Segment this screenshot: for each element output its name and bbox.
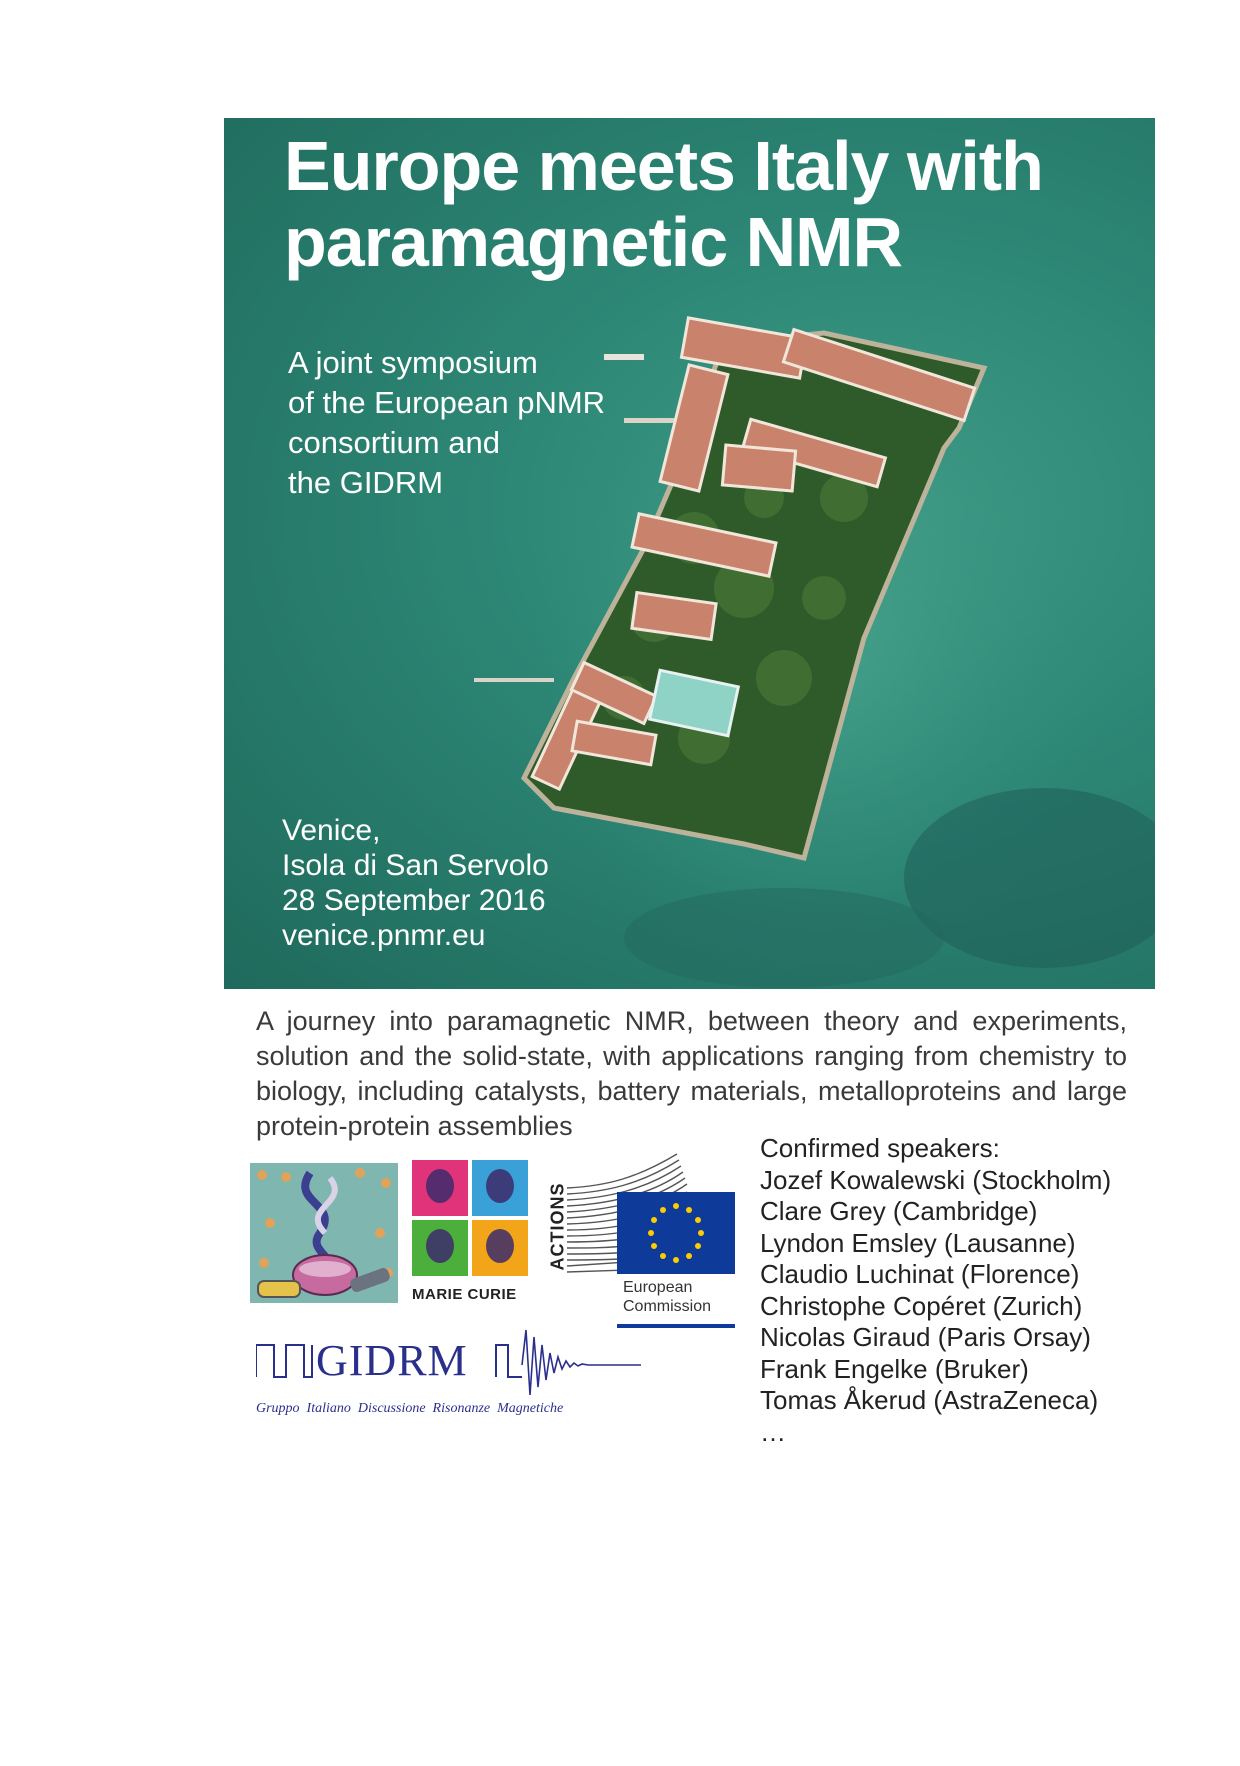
event-venue-date <box>282 813 549 953</box>
speaker-item: Frank Engelke (Bruker) <box>760 1353 1029 1384</box>
subtitle-line: the GIDRM <box>288 465 444 500</box>
marie-curie-label: MARIE CURIE <box>412 1286 517 1303</box>
venue-city: Venice, <box>282 814 381 847</box>
subtitle-line: consortium and <box>288 425 500 460</box>
poster-title <box>284 128 1144 280</box>
gidrm-logo <box>256 1325 641 1435</box>
actions-label: ACTIONS <box>547 1182 568 1271</box>
gidrm-tagline: Gruppo Italiano Discussione Risonanze Magnetiche <box>256 1401 564 1416</box>
poster-subtitle <box>288 343 605 503</box>
speaker-item: Lyndon Emsley (Lausanne) <box>760 1227 1076 1258</box>
poster-title-line-2: paramagnetic NMR <box>284 203 903 281</box>
speaker-item: Claudio Luchinat (Florence) <box>760 1259 1080 1289</box>
speakers-section <box>760 1133 1160 1448</box>
event-date: 28 September 2016 <box>282 884 546 917</box>
ec-label-line-2: Commission <box>623 1298 712 1315</box>
subtitle-line: A joint symposium <box>288 345 538 380</box>
marie-curie-actions-logo <box>412 1160 568 1310</box>
speaker-item: Tomas Åkerud (AstraZeneca) <box>760 1385 1099 1415</box>
speaker-item: Jozef Kowalewski (Stockholm) <box>760 1164 1112 1195</box>
european-commission-logo <box>567 1148 740 1333</box>
illustration-graphic <box>250 1163 398 1303</box>
speakers-heading: Confirmed speakers: <box>760 1133 1000 1163</box>
speaker-item: Christophe Copéret (Zurich) <box>760 1290 1083 1321</box>
speakers-list <box>760 1165 1160 1449</box>
poster-title-line-1: Europe meets Italy with <box>284 127 1043 205</box>
event-description: A journey into paramagnetic NMR, between theory and experiments, solution and the solid-state, with applications ranging from chemistry to biology, including catalysts, battery materials, metalloproteins and large protein-protein assemblies <box>256 1006 1127 1141</box>
ec-label-line-1: European <box>623 1279 693 1296</box>
event-website: venice.pnmr.eu <box>282 919 486 952</box>
speaker-item: Clare Grey (Cambridge) <box>760 1196 1038 1226</box>
gidrm-wordmark: GIDRM <box>316 1336 468 1385</box>
venue-island: Isola di San Servolo <box>282 849 549 882</box>
speaker-item: … <box>760 1416 786 1447</box>
speaker-item: Nicolas Giraud (Paris Orsay) <box>760 1322 1091 1352</box>
hero-poster <box>224 118 1155 989</box>
subtitle-line: of the European pNMR <box>288 385 606 420</box>
pnmr-cover-illustration <box>250 1163 398 1303</box>
